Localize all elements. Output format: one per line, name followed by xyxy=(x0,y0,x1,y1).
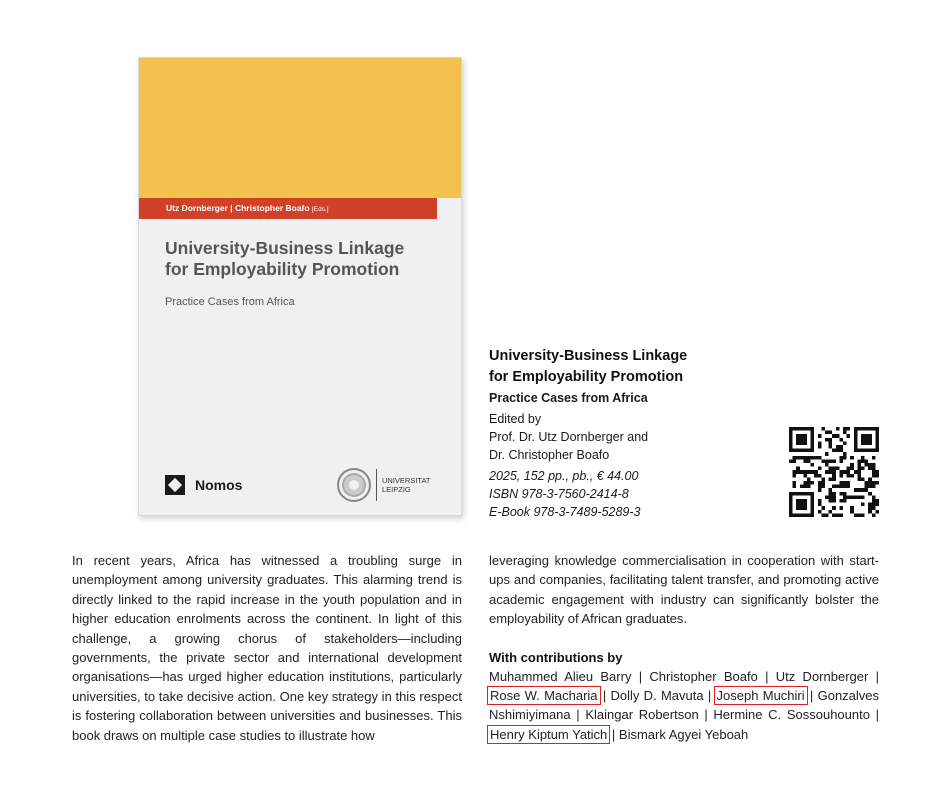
book-title-line1: University-Business Linkage xyxy=(489,348,688,364)
cover-title-line2: for Employability Promotion xyxy=(165,259,400,279)
university-name xyxy=(382,476,442,494)
edited-by-label: Edited by xyxy=(489,412,542,426)
book-title-line2: for Employability Promotion xyxy=(489,369,684,385)
cover-title-line1: University-Business Linkage xyxy=(165,238,405,258)
book-subtitle: Practice Cases from Africa xyxy=(489,391,648,405)
nomos-diamond-icon xyxy=(165,475,185,495)
publisher-name: Nomos xyxy=(195,477,243,493)
contributor-name: Gonzalves Nshimiyimana xyxy=(489,688,880,723)
cover-editors: Utz Dornberger | Christopher Boafo xyxy=(166,203,310,213)
description-continued: leveraging knowledge commercialisation in cooperation with start-ups and companies, facilitating talent transfer, and promoting active academic engagement with industry can significantly bolster the employability of African graduates. xyxy=(489,553,879,627)
cover-yellow-block xyxy=(139,58,461,198)
editor-1: Prof. Dr. Utz Dornberger and xyxy=(489,430,649,444)
contributors-list: Muhammed Alieu Barry | Christopher Boafo | Utz Dornberger | Rose W. Macharia | Dolly D. Mavuta | Joseph Muchiri | Gonzalves Nshimiyimana | Klaingar Robertson | Hermine C. Sossouhounto | Henry Kiptum Yatich | Bismark Agyei Yeboah xyxy=(489,668,880,742)
publisher-logo xyxy=(165,475,242,495)
ebook-isbn: E-Book 978-3-7489-5289-3 xyxy=(489,505,641,519)
contributions-heading: With contributions by xyxy=(489,649,623,665)
book-info xyxy=(489,346,749,521)
contributor-name: Muhammed Alieu Barry xyxy=(489,668,632,684)
description-right-column xyxy=(489,551,879,744)
isbn: ISBN 978-3-7560-2414-8 xyxy=(489,487,629,501)
contributor-name: Rose W. Macharia xyxy=(490,688,598,704)
cover-editors-band xyxy=(139,198,437,219)
qr-code-icon xyxy=(789,427,879,517)
contributor-name: Bismark Agyei Yeboah xyxy=(618,726,749,742)
book-title xyxy=(489,346,749,388)
university-logo xyxy=(337,468,442,502)
cover-subtitle: Practice Cases from Africa xyxy=(165,296,295,308)
contributor-name: Joseph Muchiri xyxy=(716,688,805,704)
university-name-line1: UNIVERSITAT xyxy=(382,476,431,485)
cover-eds-tag: [Eds.] xyxy=(311,206,329,213)
description-left-column: In recent years, Africa has witnessed a troubling surge in unemployment among university graduates. This alarming trend is directly linked to the rapid increase in the youth population and in higher education enrolments across the continent. In light of this challenge, a growing chorus of stakeholders—including governments, the private sector and international development organisations—has urged higher education institutions, particularly universities, to take decisive action. One key strategy in this respect is fostering collaboration between universities and businesses. This book draws on multiple case studies to illustrate how xyxy=(72,553,462,743)
logo-divider xyxy=(376,469,377,501)
contributor-name: Christopher Boafo xyxy=(649,668,758,684)
university-seal-icon xyxy=(337,468,371,502)
university-name-line2: LEIPZIG xyxy=(382,485,411,494)
contributor-name: Henry Kiptum Yatich xyxy=(490,726,608,742)
publication-details: 2025, 152 pp., pb., € 44.00 xyxy=(489,469,639,483)
book-cover xyxy=(138,57,462,516)
contributor-name: Klaingar Robertson xyxy=(585,707,699,723)
cover-title xyxy=(165,238,455,280)
contributor-name: Hermine C. Sossouhounto xyxy=(713,707,870,723)
editor-2: Dr. Christopher Boafo xyxy=(489,448,610,462)
contributor-name: Dolly D. Mavuta xyxy=(610,688,704,704)
contributor-name: Utz Dornberger xyxy=(775,668,869,684)
